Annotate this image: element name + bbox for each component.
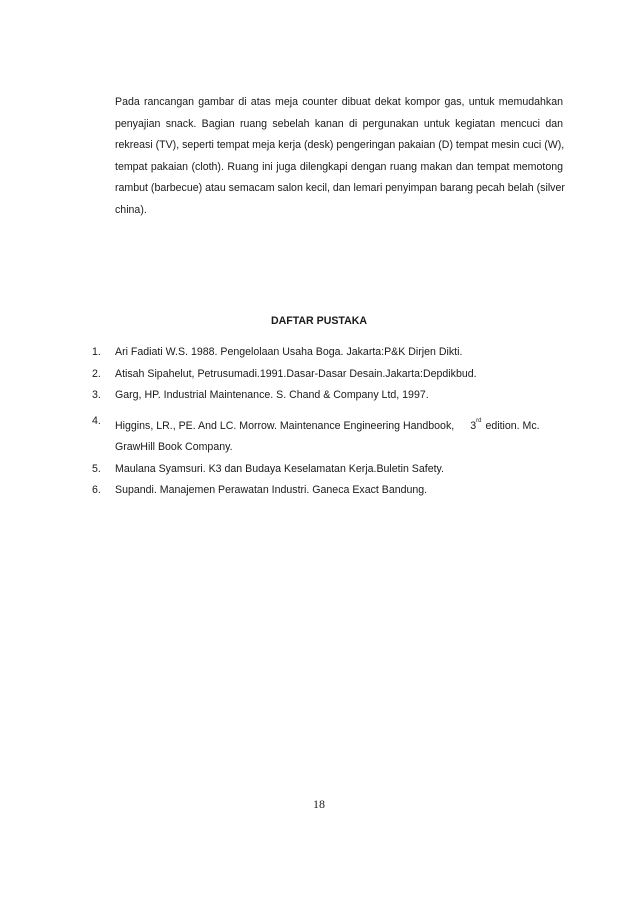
edition-number: 3 [470, 419, 477, 432]
section-heading: DAFTAR PUSTAKA [270, 315, 368, 327]
reference-text: Higgins, LR., PE. And LC. Morrow. Maintenance Engineering Handbook, [115, 419, 455, 432]
reference-text: Atisah Sipahelut, Petrusumadi.1991.Dasar-Dasar Desain.Jakarta:Depdikbud. [115, 367, 477, 380]
reference-item [92, 459, 592, 481]
paragraph-line: tempat pakaian (cloth). Ruang ini juga dilengkapi dengan ruang makan dan tempat memotong [115, 160, 563, 173]
reference-text-line2: GrawHill Book Company. [115, 441, 233, 453]
reference-item [92, 364, 592, 386]
paragraph-line: rekreasi (TV), seperti tempat meja kerja (desk) pengeringan pakaian (D) tempat mesin cuci (W), [115, 139, 565, 151]
paragraph-line: Pada rancangan gambar di atas meja counter dibuat dekat kompor gas, untuk memudahkan [115, 96, 563, 108]
body-paragraph [115, 92, 563, 221]
reference-text: Ari Fadiati W.S. 1988. Pengelolaan Usaha Boga. Jakarta:P&K Dirjen Dikti. [115, 346, 463, 358]
reference-text: Maulana Syamsuri. K3 dan Budaya Keselamatan Kerja.Buletin Safety. [115, 462, 444, 475]
paragraph-line: rambut (barbecue) atau semacam salon kecil, dan lemari penyimpan barang pecah belah (silver [115, 182, 565, 194]
reference-item [92, 480, 592, 502]
reference-item [92, 342, 592, 364]
reference-item [92, 407, 592, 459]
reference-number: 6. [92, 484, 101, 496]
edition-suffix: rd [476, 417, 482, 424]
paragraph-line: penyajian snack. Bagian ruang sebelah kanan di pergunakan untuk kegiatan mencuci dan [115, 117, 563, 130]
reference-number: 1. [92, 346, 101, 358]
paragraph-line: china). [115, 203, 147, 216]
reference-text: Supandi. Manajemen Perawatan Industri. Ganeca Exact Bandung. [115, 484, 428, 496]
reference-text-continued: edition. Mc. [485, 419, 540, 432]
reference-list [92, 342, 592, 502]
reference-number: 5. [92, 462, 101, 475]
reference-number: 3. [92, 389, 101, 401]
page-number: 18 [313, 797, 325, 811]
reference-number: 4. [92, 414, 101, 427]
reference-item [92, 385, 592, 407]
reference-number: 2. [92, 367, 101, 380]
reference-text: Garg, HP. Industrial Maintenance. S. Chand & Company Ltd, 1997. [115, 389, 429, 401]
